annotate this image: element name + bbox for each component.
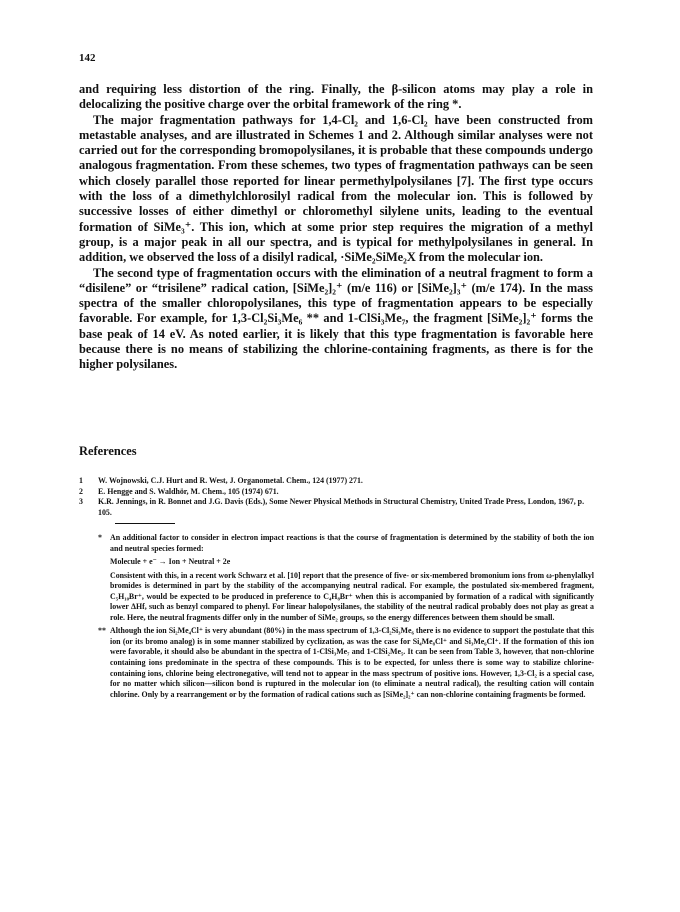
- footnote-divider: [115, 523, 175, 524]
- footnote-marker: *: [98, 533, 102, 542]
- reference-number: 3: [79, 497, 83, 507]
- references-list: [79, 476, 593, 518]
- reference-item: [79, 487, 593, 498]
- reference-text: K.R. Jennings, in R. Bonnet and J.G. Davis (Eds.), Some Newer Physical Methods in Structural Chemistry, United Trade Press, London, 1967, p. 105.: [98, 497, 585, 517]
- body-paragraph: The second type of fragmentation occurs with the elimination of a neutral fragment to form a “disilene” or “trisilene” radical cation, [SiMe₂]₂⁺ (m/e 116) or [SiMe₂]₃⁺ (m/e 174). In the mass spectra of the smaller chloropolysilanes, this type of fragmentation appears to be especially favorable. For example, for 1,3-Cl₂Si₃Me₆ ** and 1-ClSi₃Me₇, the fragment [SiMe₂]₂⁺ forms the base peak of 14 eV. As noted earlier, it is likely that this type fragmentation is favorable here because there is no means of stabilizing the chlorine-containing fragments, as there is for the higher polysilanes.: [79, 265, 593, 372]
- body-paragraph: The major fragmentation pathways for 1,4-Cl₂ and 1,6-Cl₂ have been constructed from metastable analyses, and are illustrated in Schemes 1 and 2. Although similar analyses were not carried out for the corresponding bromopolysilanes, it is probable that these compounds undergo analogous fragmentation. From these schemes, two types of fragmentation pathways can be seen which closely parallel those reported for linear permethylpolysilanes [7]. The first type occurs with the loss of a dimethylchlorosilyl radical from the molecular ion. This is followed by successive losses of either dimethyl or chloromethyl silylene units, leading to the eventual formation of SiMe₃⁺. This ion, which at some prior step requires the migration of a methyl group, is a major peak in all our spectra, and is typical for methylpolysilanes in general. In addition, we observed the loss of a disilyl radical, ·SiMe₂SiMe₂X from the molecular ion.: [79, 112, 593, 265]
- body-paragraph: and requiring less distortion of the ring. Finally, the β-silicon atoms may play a role in delocalizing the positive charge over the orbital framework of the ring *.: [79, 82, 593, 112]
- reference-text: W. Wojnowski, C.J. Hurt and R. West, J. Organometal. Chem., 124 (1977) 271.: [98, 476, 363, 485]
- footnote-marker: **: [98, 626, 106, 636]
- reference-item: [79, 476, 593, 487]
- footnote-paragraph: Although the ion Si₂Me₄Cl⁺ is very abundant (80%) in the mass spectrum of 1,3-Cl₂Si₃Me₆ there is no evidence to support the postulate that this ion (or its bromo analog) is in some manner stabilized by cyclization, as was the case for Si₄Me₈Cl⁺ and Si₃Me₆Cl⁺. If the formation of this ion were favorable, it should also be abundant in the spectra of 1-ClSi₃Me₇ and 1-ClSi₂Me₅. It can be seen from Table 3, however, that non-chlorine containing ions predominate in the spectra of these compounds. This is to be expected, for unless there is some way to stabilize chlorine-containing ions, chlorine being electronegative, will tend not to appear in the mass spectrum of positive ions. However, 1,3-Cl₂ is a special case, for no matter which silicon—silicon bond is ruptured in the molecular ion (to eliminate a neutral radical), the resulting cation will contain chlorine. Only by a rearrangement or by the formation of radical cations such as [SiMe₂]₂⁺ can non-chlorine containing fragments be formed.: [110, 626, 594, 699]
- footnote-equation: Molecule + e⁻ → Ion + Neutral + 2e: [110, 557, 231, 567]
- footnote-paragraph: Consistent with this, in a recent work Schwarz et al. [10] report that the presence of five- or six-membered bromonium ions from ω-phenylalkyl bromides is determined in part by the stability of the accompanying neutral radical. For example, the postulated six-membered fragment, C₅H₁₀Br⁺, would be expected to be produced in preference to C₄H₈Br⁺ when this is accompanied by formation of a radical with significantly lower ΔHf, such as benzyl compared to phenyl. For linear halopolysilanes, the stability of the neutral radical probably does not play as great a role. Here, the neutral fragments differ only in the number of SiMe₂ groups, so the energy differences between them should be small.: [110, 570, 594, 622]
- references-heading: References: [79, 444, 137, 458]
- footnote: [98, 626, 594, 700]
- footnote: [98, 533, 594, 623]
- body-text: [79, 82, 593, 373]
- reference-item: [79, 497, 593, 518]
- reference-number: 1: [79, 476, 83, 485]
- reference-number: 2: [79, 486, 83, 496]
- footnotes: [98, 533, 594, 700]
- reference-text: E. Hengge and S. Waldhör, M. Chem., 105 (1974) 671.: [98, 486, 279, 496]
- page-number: 142: [79, 52, 96, 64]
- footnote-paragraph: An additional factor to consider in electron impact reactions is that the course of fragmentation is determined by the stability of both the ion and neutral species formed:: [110, 533, 594, 553]
